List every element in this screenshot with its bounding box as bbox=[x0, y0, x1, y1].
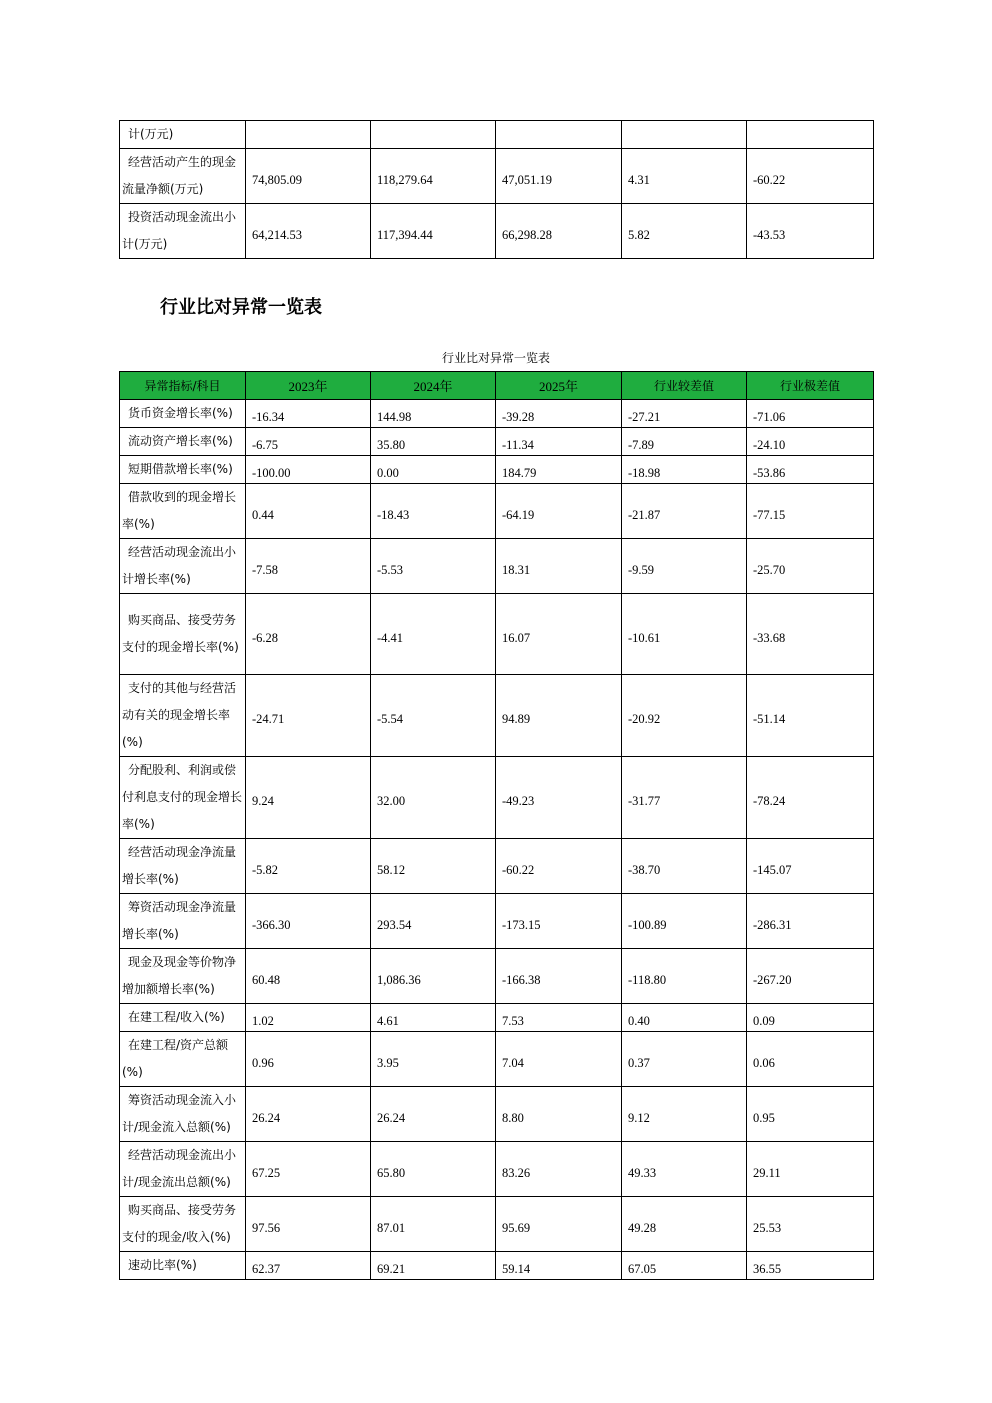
value-text: 8.80 bbox=[502, 1110, 524, 1125]
value-cell bbox=[622, 1252, 747, 1280]
value-text: 7.53 bbox=[502, 1014, 524, 1028]
value-text: -77.15 bbox=[753, 507, 786, 522]
value-cell bbox=[371, 949, 496, 1004]
value-cell bbox=[496, 594, 622, 675]
value-cell bbox=[371, 204, 496, 259]
row-label: 借款收到的现金增长率(%) bbox=[120, 484, 246, 539]
value-cell bbox=[747, 757, 874, 839]
value-cell bbox=[371, 675, 496, 757]
value-text: -7.58 bbox=[252, 562, 279, 577]
value-cell bbox=[246, 1142, 371, 1197]
value-cell bbox=[496, 204, 622, 259]
header-2024: 2024年 bbox=[371, 372, 496, 400]
value-cell bbox=[747, 149, 874, 204]
value-text: 5.82 bbox=[628, 227, 650, 242]
value-text: -118.80 bbox=[628, 972, 667, 987]
row-label: 筹资活动现金流入小计/现金流入总额(%) bbox=[120, 1087, 246, 1142]
value-cell bbox=[496, 1142, 622, 1197]
value-text: -60.22 bbox=[753, 172, 786, 187]
value-cell bbox=[371, 1142, 496, 1197]
value-text: -166.38 bbox=[502, 972, 541, 987]
value-text: -18.98 bbox=[628, 466, 661, 480]
value-text: -33.68 bbox=[753, 630, 786, 645]
value-cell bbox=[371, 839, 496, 894]
value-cell bbox=[246, 484, 371, 539]
value-cell bbox=[246, 594, 371, 675]
value-cell bbox=[246, 1087, 371, 1142]
value-cell bbox=[371, 400, 496, 428]
value-cell bbox=[622, 1142, 747, 1197]
table-row bbox=[120, 539, 874, 594]
value-cell bbox=[496, 456, 622, 484]
table-row bbox=[120, 121, 874, 149]
value-cell bbox=[622, 675, 747, 757]
value-text: 4.31 bbox=[628, 172, 650, 187]
table-row bbox=[120, 1004, 874, 1032]
value-text: 1,086.36 bbox=[377, 972, 421, 987]
table-row bbox=[120, 149, 874, 204]
value-text: -5.53 bbox=[377, 562, 404, 577]
value-text: 65.80 bbox=[377, 1165, 406, 1180]
value-cell bbox=[371, 1252, 496, 1280]
value-text: 4.61 bbox=[377, 1014, 399, 1028]
value-text: -43.53 bbox=[753, 227, 786, 242]
value-cell bbox=[496, 894, 622, 949]
value-cell bbox=[622, 1087, 747, 1142]
table-row bbox=[120, 949, 874, 1004]
value-cell bbox=[246, 949, 371, 1004]
value-cell bbox=[747, 1197, 874, 1252]
value-text: 1.02 bbox=[252, 1014, 274, 1028]
value-text: -11.34 bbox=[502, 438, 534, 452]
value-text: -16.34 bbox=[252, 410, 285, 424]
row-label: 分配股利、利润或偿付利息支付的现金增长率(%) bbox=[120, 757, 246, 839]
value-text: -25.70 bbox=[753, 562, 786, 577]
value-cell bbox=[496, 675, 622, 757]
table-row bbox=[120, 1032, 874, 1087]
value-text: -366.30 bbox=[252, 917, 291, 932]
value-text: -6.75 bbox=[252, 438, 279, 452]
value-cell bbox=[747, 1252, 874, 1280]
value-cell bbox=[622, 484, 747, 539]
value-cell bbox=[371, 121, 496, 149]
value-cell bbox=[747, 1032, 874, 1087]
value-text: -18.43 bbox=[377, 507, 410, 522]
value-cell bbox=[622, 1032, 747, 1087]
value-text: -38.70 bbox=[628, 862, 661, 877]
value-cell bbox=[371, 894, 496, 949]
value-cell bbox=[747, 1087, 874, 1142]
value-cell bbox=[246, 456, 371, 484]
value-cell bbox=[747, 1004, 874, 1032]
value-text: -49.23 bbox=[502, 794, 535, 808]
value-text: -51.14 bbox=[753, 712, 786, 726]
value-cell bbox=[371, 1032, 496, 1087]
value-cell bbox=[622, 428, 747, 456]
table-row bbox=[120, 894, 874, 949]
value-cell bbox=[496, 149, 622, 204]
row-label: 购买商品、接受劳务支付的现金增长率(%) bbox=[120, 594, 246, 675]
value-text: 118,279.64 bbox=[377, 172, 433, 187]
value-text: 26.24 bbox=[377, 1110, 406, 1125]
header-2023: 2023年 bbox=[246, 372, 371, 400]
value-cell bbox=[496, 1032, 622, 1087]
value-text: -9.59 bbox=[628, 562, 655, 577]
value-text: 0.00 bbox=[377, 466, 399, 480]
table-row bbox=[120, 400, 874, 428]
table-row bbox=[120, 1142, 874, 1197]
value-text: 49.28 bbox=[628, 1220, 657, 1235]
value-cell bbox=[747, 675, 874, 757]
value-text: -60.22 bbox=[502, 862, 535, 877]
value-text: 0.06 bbox=[753, 1055, 775, 1070]
value-cell bbox=[747, 1142, 874, 1197]
value-text: 0.95 bbox=[753, 1110, 775, 1125]
value-cell bbox=[496, 1004, 622, 1032]
value-cell bbox=[622, 1004, 747, 1032]
value-cell bbox=[747, 400, 874, 428]
value-cell bbox=[747, 121, 874, 149]
value-text: 25.53 bbox=[753, 1220, 782, 1235]
value-text: -4.41 bbox=[377, 630, 404, 645]
value-text: 59.14 bbox=[502, 1262, 531, 1276]
value-text: 184.79 bbox=[502, 466, 537, 480]
value-text: 95.69 bbox=[502, 1220, 531, 1235]
value-cell bbox=[246, 1197, 371, 1252]
table-row bbox=[120, 839, 874, 894]
value-text: 36.55 bbox=[753, 1262, 782, 1276]
value-text: 74,805.09 bbox=[252, 172, 302, 187]
row-label: 经营活动现金净流量增长率(%) bbox=[120, 839, 246, 894]
value-cell bbox=[622, 121, 747, 149]
value-text: -286.31 bbox=[753, 917, 792, 932]
row-label: 投资活动现金流出小计(万元) bbox=[120, 204, 246, 259]
table-row bbox=[120, 1252, 874, 1280]
value-text: 293.54 bbox=[377, 917, 412, 932]
table-row bbox=[120, 594, 874, 675]
value-cell bbox=[622, 149, 747, 204]
value-text: 64,214.53 bbox=[252, 227, 302, 242]
value-text: 94.89 bbox=[502, 712, 531, 726]
top-table bbox=[119, 120, 874, 259]
value-cell bbox=[496, 1197, 622, 1252]
value-text: 7.04 bbox=[502, 1055, 524, 1070]
value-cell bbox=[371, 484, 496, 539]
value-cell bbox=[246, 400, 371, 428]
table-header-row bbox=[120, 372, 874, 400]
value-text: 35.80 bbox=[377, 438, 406, 452]
value-cell bbox=[246, 894, 371, 949]
value-text: 0.37 bbox=[628, 1055, 650, 1070]
value-text: -24.10 bbox=[753, 438, 786, 452]
value-text: -7.89 bbox=[628, 438, 655, 452]
value-cell bbox=[622, 456, 747, 484]
value-text: 3.95 bbox=[377, 1055, 399, 1070]
header-indicator: 异常指标/科目 bbox=[120, 372, 246, 400]
value-text: 97.56 bbox=[252, 1220, 281, 1235]
value-cell bbox=[622, 204, 747, 259]
value-text: 58.12 bbox=[377, 862, 406, 877]
value-text: 66,298.28 bbox=[502, 227, 552, 242]
value-cell bbox=[747, 949, 874, 1004]
value-cell bbox=[371, 594, 496, 675]
value-cell bbox=[747, 839, 874, 894]
value-text: -27.21 bbox=[628, 410, 661, 424]
value-text: -10.61 bbox=[628, 630, 661, 645]
value-cell bbox=[246, 757, 371, 839]
row-label: 购买商品、接受劳务支付的现金/收入(%) bbox=[120, 1197, 246, 1252]
value-text: -173.15 bbox=[502, 917, 541, 932]
value-cell bbox=[747, 539, 874, 594]
value-cell bbox=[622, 594, 747, 675]
table-row bbox=[120, 1087, 874, 1142]
row-label: 计(万元) bbox=[120, 121, 246, 149]
table-row bbox=[120, 1197, 874, 1252]
table-row bbox=[120, 428, 874, 456]
header-2025: 2025年 bbox=[496, 372, 622, 400]
value-text: 16.07 bbox=[502, 630, 531, 645]
value-text: -31.77 bbox=[628, 794, 661, 808]
value-cell bbox=[622, 539, 747, 594]
section-heading: 行业比对异常一览表 bbox=[160, 297, 322, 318]
value-cell bbox=[622, 894, 747, 949]
value-text: 0.09 bbox=[753, 1014, 775, 1028]
value-cell bbox=[496, 121, 622, 149]
value-cell bbox=[747, 204, 874, 259]
value-text: -267.20 bbox=[753, 972, 792, 987]
row-label: 在建工程/资产总额(%) bbox=[120, 1032, 246, 1087]
value-cell bbox=[496, 484, 622, 539]
value-cell bbox=[371, 149, 496, 204]
value-text: 67.25 bbox=[252, 1165, 281, 1180]
value-cell bbox=[246, 204, 371, 259]
row-label: 在建工程/收入(%) bbox=[120, 1004, 246, 1032]
value-text: 0.44 bbox=[252, 507, 274, 522]
value-text: 9.12 bbox=[628, 1110, 650, 1125]
value-text: 87.01 bbox=[377, 1220, 406, 1235]
value-cell bbox=[622, 400, 747, 428]
value-text: 0.40 bbox=[628, 1014, 650, 1028]
row-label: 支付的其他与经营活动有关的现金增长率(%) bbox=[120, 675, 246, 757]
value-text: 67.05 bbox=[628, 1262, 657, 1276]
anomaly-table bbox=[119, 371, 874, 1280]
value-cell bbox=[622, 839, 747, 894]
value-cell bbox=[747, 484, 874, 539]
value-text: -6.28 bbox=[252, 630, 279, 645]
table-row bbox=[120, 757, 874, 839]
row-label: 速动比率(%) bbox=[120, 1252, 246, 1280]
value-cell bbox=[496, 949, 622, 1004]
row-label: 短期借款增长率(%) bbox=[120, 456, 246, 484]
value-text: 47,051.19 bbox=[502, 172, 552, 187]
header-industry-worst: 行业极差值 bbox=[747, 372, 874, 400]
value-text: 0.96 bbox=[252, 1055, 274, 1070]
value-text: -20.92 bbox=[628, 712, 661, 726]
value-cell bbox=[496, 428, 622, 456]
value-cell bbox=[622, 949, 747, 1004]
value-text: -100.89 bbox=[628, 917, 667, 932]
value-cell bbox=[246, 149, 371, 204]
value-text: 49.33 bbox=[628, 1165, 657, 1180]
value-cell bbox=[747, 428, 874, 456]
table-row bbox=[120, 484, 874, 539]
value-text: -64.19 bbox=[502, 507, 535, 522]
value-cell bbox=[246, 1004, 371, 1032]
value-text: -5.54 bbox=[377, 712, 404, 726]
value-cell bbox=[747, 894, 874, 949]
value-cell bbox=[496, 1087, 622, 1142]
row-label: 现金及现金等价物净增加额增长率(%) bbox=[120, 949, 246, 1004]
value-cell bbox=[496, 400, 622, 428]
value-cell bbox=[246, 1252, 371, 1280]
row-label: 流动资产增长率(%) bbox=[120, 428, 246, 456]
value-cell bbox=[747, 594, 874, 675]
value-text: -21.87 bbox=[628, 507, 661, 522]
value-cell bbox=[622, 1197, 747, 1252]
value-cell bbox=[246, 121, 371, 149]
value-text: -5.82 bbox=[252, 862, 279, 877]
value-cell bbox=[246, 539, 371, 594]
table-row bbox=[120, 456, 874, 484]
value-text: -100.00 bbox=[252, 466, 291, 480]
value-cell bbox=[622, 757, 747, 839]
row-label: 货币资金增长率(%) bbox=[120, 400, 246, 428]
row-label: 筹资活动现金净流量增长率(%) bbox=[120, 894, 246, 949]
table-caption: 行业比对异常一览表 bbox=[441, 351, 550, 365]
value-cell bbox=[371, 1004, 496, 1032]
value-cell bbox=[496, 839, 622, 894]
value-text: 32.00 bbox=[377, 794, 406, 808]
value-cell bbox=[246, 428, 371, 456]
value-cell bbox=[371, 757, 496, 839]
value-cell bbox=[246, 1032, 371, 1087]
value-cell bbox=[496, 1252, 622, 1280]
value-text: 62.37 bbox=[252, 1262, 281, 1276]
value-cell bbox=[371, 456, 496, 484]
value-cell bbox=[246, 675, 371, 757]
table-row bbox=[120, 675, 874, 757]
value-text: 69.21 bbox=[377, 1262, 406, 1276]
value-cell bbox=[246, 839, 371, 894]
row-label: 经营活动现金流出小计/现金流出总额(%) bbox=[120, 1142, 246, 1197]
value-text: 83.26 bbox=[502, 1165, 531, 1180]
value-cell bbox=[371, 539, 496, 594]
row-label: 经营活动产生的现金流量净额(万元) bbox=[120, 149, 246, 204]
value-text: -71.06 bbox=[753, 410, 786, 424]
value-text: -53.86 bbox=[753, 466, 786, 480]
value-text: -39.28 bbox=[502, 410, 535, 424]
value-cell bbox=[496, 539, 622, 594]
value-cell bbox=[371, 1087, 496, 1142]
header-industry-poor: 行业较差值 bbox=[622, 372, 747, 400]
table-row bbox=[120, 204, 874, 259]
value-cell bbox=[371, 428, 496, 456]
value-text: -24.71 bbox=[252, 712, 285, 726]
value-cell bbox=[747, 456, 874, 484]
value-text: 18.31 bbox=[502, 562, 531, 577]
value-text: 9.24 bbox=[252, 794, 274, 808]
value-text: -145.07 bbox=[753, 862, 792, 877]
value-text: 144.98 bbox=[377, 410, 412, 424]
value-text: 26.24 bbox=[252, 1110, 281, 1125]
value-text: 117,394.44 bbox=[377, 227, 433, 242]
row-label: 经营活动现金流出小计增长率(%) bbox=[120, 539, 246, 594]
value-cell bbox=[371, 1197, 496, 1252]
value-text: 29.11 bbox=[753, 1165, 781, 1180]
value-text: -78.24 bbox=[753, 794, 786, 808]
value-text: 60.48 bbox=[252, 972, 281, 987]
value-cell bbox=[496, 757, 622, 839]
